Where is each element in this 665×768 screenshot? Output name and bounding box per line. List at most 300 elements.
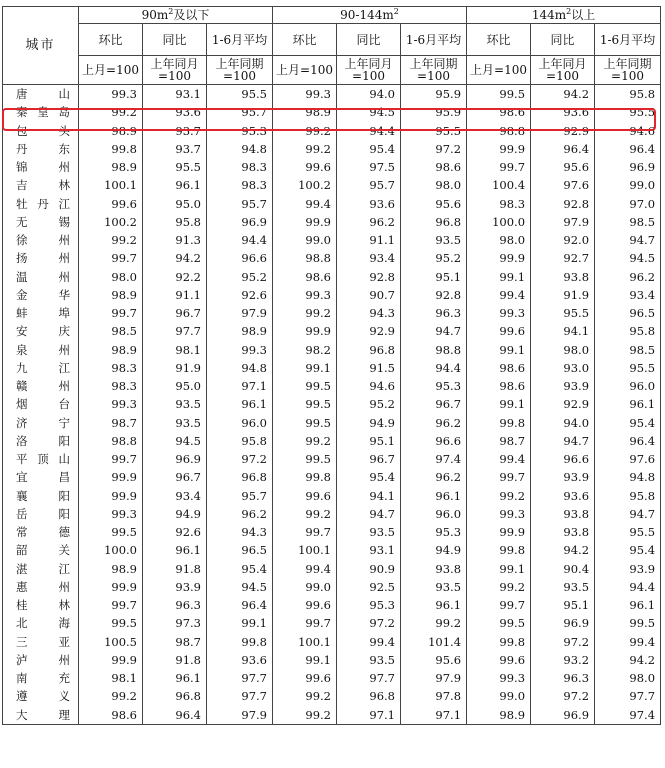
value-cell: 97.1 <box>207 377 273 395</box>
value-cell: 96.4 <box>207 596 273 614</box>
value-cell: 94.0 <box>337 85 401 104</box>
value-cell: 98.8 <box>401 341 467 359</box>
city-cell: 桂林 <box>3 596 79 614</box>
value-cell: 96.7 <box>337 450 401 468</box>
table-row <box>3 614 661 632</box>
table-row <box>3 195 661 213</box>
value-cell: 99.2 <box>79 687 143 705</box>
value-cell: 94.4 <box>401 359 467 377</box>
table-row <box>3 651 661 669</box>
value-cell: 95.5 <box>401 122 467 140</box>
value-cell: 97.3 <box>143 614 207 632</box>
value-cell: 97.2 <box>531 633 595 651</box>
value-cell: 96.1 <box>207 395 273 413</box>
value-cell: 93.6 <box>531 487 595 505</box>
value-cell: 94.1 <box>337 487 401 505</box>
value-cell: 100.0 <box>79 541 143 559</box>
value-cell: 96.1 <box>143 669 207 687</box>
metric-header-g0-m1: 同比 <box>143 24 207 56</box>
city-cell: 金华 <box>3 286 79 304</box>
value-cell: 99.0 <box>273 231 337 249</box>
value-cell: 97.4 <box>595 706 661 725</box>
value-cell: 98.9 <box>79 341 143 359</box>
value-cell: 96.2 <box>337 213 401 231</box>
value-cell: 97.7 <box>143 322 207 340</box>
value-cell: 98.9 <box>207 322 273 340</box>
value-cell: 97.6 <box>595 450 661 468</box>
value-cell: 95.5 <box>595 359 661 377</box>
value-cell: 96.6 <box>207 249 273 267</box>
value-cell: 99.1 <box>467 395 531 413</box>
value-cell: 93.2 <box>531 651 595 669</box>
value-cell: 99.8 <box>467 541 531 559</box>
value-cell: 95.1 <box>337 432 401 450</box>
table-row <box>3 268 661 286</box>
value-cell: 95.7 <box>207 103 273 121</box>
value-cell: 91.8 <box>143 560 207 578</box>
value-cell: 94.4 <box>595 578 661 596</box>
value-cell: 96.1 <box>401 596 467 614</box>
value-cell: 93.1 <box>143 85 207 104</box>
table-row <box>3 359 661 377</box>
value-cell: 91.3 <box>143 231 207 249</box>
value-cell: 98.0 <box>467 231 531 249</box>
value-cell: 94.0 <box>531 414 595 432</box>
value-cell: 93.5 <box>337 523 401 541</box>
value-cell: 98.6 <box>273 268 337 286</box>
value-cell: 93.9 <box>595 560 661 578</box>
value-cell: 98.3 <box>467 195 531 213</box>
value-cell: 99.0 <box>595 176 661 194</box>
value-cell: 95.5 <box>531 304 595 322</box>
city-column-header: 城市 <box>3 7 79 85</box>
value-cell: 98.6 <box>467 377 531 395</box>
value-cell: 95.8 <box>595 322 661 340</box>
value-cell: 91.5 <box>337 359 401 377</box>
value-cell: 95.5 <box>143 158 207 176</box>
value-cell: 96.4 <box>531 140 595 158</box>
value-cell: 97.9 <box>207 706 273 725</box>
value-cell: 98.8 <box>467 122 531 140</box>
value-cell: 99.8 <box>273 468 337 486</box>
value-cell: 94.2 <box>595 651 661 669</box>
base-header-row <box>3 56 661 85</box>
value-cell: 100.4 <box>467 176 531 194</box>
value-cell: 99.9 <box>79 651 143 669</box>
value-cell: 96.6 <box>401 432 467 450</box>
value-cell: 95.0 <box>143 377 207 395</box>
base-header-g2-m1: 上年同月=100 <box>531 56 595 85</box>
table-row <box>3 231 661 249</box>
value-cell: 99.8 <box>467 414 531 432</box>
metric-header-g1-m0: 环比 <box>273 24 337 56</box>
base-header-g2-m0: 上月=100 <box>467 56 531 85</box>
value-cell: 97.1 <box>401 706 467 725</box>
value-cell: 96.1 <box>595 395 661 413</box>
value-cell: 99.1 <box>467 268 531 286</box>
value-cell: 99.3 <box>467 669 531 687</box>
city-cell: 蚌埠 <box>3 304 79 322</box>
value-cell: 99.4 <box>337 633 401 651</box>
value-cell: 96.2 <box>595 268 661 286</box>
value-cell: 99.7 <box>467 468 531 486</box>
value-cell: 95.7 <box>337 176 401 194</box>
value-cell: 95.8 <box>207 432 273 450</box>
value-cell: 98.7 <box>79 414 143 432</box>
city-cell: 岳阳 <box>3 505 79 523</box>
metric-header-g0-m2: 1-6月平均 <box>207 24 273 56</box>
base-header-g2-m2: 上年同期=100 <box>595 56 661 85</box>
value-cell: 94.7 <box>531 432 595 450</box>
value-cell: 95.6 <box>401 195 467 213</box>
table-row <box>3 249 661 267</box>
value-cell: 98.5 <box>595 341 661 359</box>
value-cell: 94.5 <box>207 578 273 596</box>
table-row <box>3 122 661 140</box>
value-cell: 96.1 <box>595 596 661 614</box>
value-cell: 99.2 <box>273 432 337 450</box>
table-row <box>3 687 661 705</box>
table-row <box>3 578 661 596</box>
value-cell: 95.2 <box>337 395 401 413</box>
city-cell: 唐山 <box>3 85 79 104</box>
value-cell: 99.3 <box>207 341 273 359</box>
value-cell: 97.9 <box>401 669 467 687</box>
value-cell: 98.6 <box>467 359 531 377</box>
value-cell: 99.4 <box>273 560 337 578</box>
table-row <box>3 414 661 432</box>
value-cell: 92.8 <box>401 286 467 304</box>
group-header-medium: $90-144m^2$ <box>273 7 467 24</box>
table-row <box>3 468 661 486</box>
city-cell: 济宁 <box>3 414 79 432</box>
value-cell: 96.7 <box>143 304 207 322</box>
city-cell: 常德 <box>3 523 79 541</box>
city-cell: 湛江 <box>3 560 79 578</box>
value-cell: 98.0 <box>531 341 595 359</box>
value-cell: 99.7 <box>79 304 143 322</box>
table-row <box>3 85 661 104</box>
value-cell: 99.6 <box>273 669 337 687</box>
value-cell: 95.5 <box>595 103 661 121</box>
value-cell: 99.2 <box>467 487 531 505</box>
value-cell: 100.2 <box>79 213 143 231</box>
value-cell: 99.6 <box>467 651 531 669</box>
value-cell: 94.7 <box>337 505 401 523</box>
value-cell: 93.9 <box>143 578 207 596</box>
value-cell: 93.5 <box>143 395 207 413</box>
value-cell: 95.1 <box>401 268 467 286</box>
value-cell: 97.2 <box>207 450 273 468</box>
value-cell: 100.5 <box>79 633 143 651</box>
value-cell: 99.9 <box>273 213 337 231</box>
value-cell: 96.7 <box>401 395 467 413</box>
value-cell: 97.7 <box>337 669 401 687</box>
value-cell: 98.9 <box>79 158 143 176</box>
value-cell: 100.0 <box>467 213 531 231</box>
value-cell: 93.6 <box>337 195 401 213</box>
value-cell: 98.5 <box>79 322 143 340</box>
value-cell: 96.5 <box>207 541 273 559</box>
metric-header-g2-m2: 1-6月平均 <box>595 24 661 56</box>
value-cell: 98.0 <box>401 176 467 194</box>
value-cell: 95.8 <box>595 85 661 104</box>
value-cell: 94.2 <box>531 541 595 559</box>
value-cell: 98.5 <box>595 213 661 231</box>
value-cell: 96.8 <box>401 213 467 231</box>
value-cell: 99.9 <box>79 578 143 596</box>
value-cell: 98.7 <box>467 432 531 450</box>
value-cell: 93.8 <box>531 523 595 541</box>
value-cell: 99.1 <box>273 359 337 377</box>
value-cell: 99.0 <box>467 687 531 705</box>
value-cell: 92.0 <box>531 231 595 249</box>
value-cell: 99.7 <box>273 523 337 541</box>
value-cell: 96.7 <box>143 468 207 486</box>
value-cell: 97.2 <box>531 687 595 705</box>
value-cell: 99.6 <box>273 487 337 505</box>
value-cell: 95.8 <box>595 487 661 505</box>
value-cell: 92.6 <box>207 286 273 304</box>
value-cell: 97.9 <box>207 304 273 322</box>
city-cell: 平顶山 <box>3 450 79 468</box>
value-cell: 97.1 <box>337 706 401 725</box>
value-cell: 99.3 <box>79 505 143 523</box>
city-cell: 惠州 <box>3 578 79 596</box>
value-cell: 95.6 <box>531 158 595 176</box>
value-cell: 95.4 <box>595 541 661 559</box>
value-cell: 90.4 <box>531 560 595 578</box>
table-row <box>3 322 661 340</box>
value-cell: 97.4 <box>401 450 467 468</box>
table-row <box>3 633 661 651</box>
value-cell: 95.3 <box>337 596 401 614</box>
base-header-g1-m1: 上年同月=100 <box>337 56 401 85</box>
value-cell: 99.6 <box>273 158 337 176</box>
value-cell: 96.8 <box>337 687 401 705</box>
value-cell: 95.5 <box>207 85 273 104</box>
value-cell: 99.3 <box>273 286 337 304</box>
value-cell: 98.3 <box>79 377 143 395</box>
value-cell: 93.8 <box>531 268 595 286</box>
value-cell: 96.4 <box>595 432 661 450</box>
value-cell: 96.9 <box>531 614 595 632</box>
value-cell: 99.9 <box>467 140 531 158</box>
city-cell: 北海 <box>3 614 79 632</box>
table-row <box>3 560 661 578</box>
table-row <box>3 505 661 523</box>
value-cell: 95.7 <box>207 195 273 213</box>
value-cell: 95.6 <box>401 651 467 669</box>
value-cell: 95.8 <box>143 213 207 231</box>
value-cell: 99.1 <box>467 341 531 359</box>
table-row <box>3 432 661 450</box>
value-cell: 96.8 <box>143 687 207 705</box>
value-cell: 97.7 <box>595 687 661 705</box>
value-cell: 99.1 <box>467 560 531 578</box>
value-cell: 96.6 <box>531 450 595 468</box>
table-row <box>3 596 661 614</box>
value-cell: 94.3 <box>207 523 273 541</box>
value-cell: 98.7 <box>143 633 207 651</box>
value-cell: 92.9 <box>531 395 595 413</box>
value-cell: 100.1 <box>79 176 143 194</box>
value-cell: 96.2 <box>401 468 467 486</box>
city-cell: 襄阳 <box>3 487 79 505</box>
value-cell: 93.5 <box>337 651 401 669</box>
city-cell: 南充 <box>3 669 79 687</box>
city-cell: 吉林 <box>3 176 79 194</box>
value-cell: 98.1 <box>79 669 143 687</box>
value-cell: 94.6 <box>337 377 401 395</box>
value-cell: 93.4 <box>595 286 661 304</box>
value-cell: 90.9 <box>337 560 401 578</box>
value-cell: 98.9 <box>467 706 531 725</box>
value-cell: 99.4 <box>273 195 337 213</box>
value-cell: 93.6 <box>207 651 273 669</box>
value-cell: 93.7 <box>143 140 207 158</box>
value-cell: 95.2 <box>401 249 467 267</box>
value-cell: 95.3 <box>401 377 467 395</box>
value-cell: 93.8 <box>401 560 467 578</box>
value-cell: 96.9 <box>143 450 207 468</box>
value-cell: 98.0 <box>595 669 661 687</box>
table-row <box>3 377 661 395</box>
value-cell: 99.3 <box>79 395 143 413</box>
value-cell: 99.2 <box>273 706 337 725</box>
value-cell: 94.8 <box>207 359 273 377</box>
value-cell: 98.6 <box>79 706 143 725</box>
value-cell: 98.9 <box>273 103 337 121</box>
value-cell: 99.7 <box>79 249 143 267</box>
metric-header-g2-m1: 同比 <box>531 24 595 56</box>
table-row <box>3 213 661 231</box>
value-cell: 95.4 <box>595 414 661 432</box>
value-cell: 92.7 <box>531 249 595 267</box>
value-cell: 94.8 <box>595 468 661 486</box>
metric-header-g0-m0: 环比 <box>79 24 143 56</box>
value-cell: 96.1 <box>143 176 207 194</box>
value-cell: 98.2 <box>273 341 337 359</box>
value-cell: 95.2 <box>207 268 273 286</box>
value-cell: 99.5 <box>79 523 143 541</box>
value-cell: 97.0 <box>595 195 661 213</box>
value-cell: 99.2 <box>273 304 337 322</box>
value-cell: 93.7 <box>143 122 207 140</box>
value-cell: 97.7 <box>207 669 273 687</box>
value-cell: 100.1 <box>273 633 337 651</box>
value-cell: 101.4 <box>401 633 467 651</box>
value-cell: 99.7 <box>79 450 143 468</box>
value-cell: 96.9 <box>531 706 595 725</box>
value-cell: 93.8 <box>531 505 595 523</box>
table-row <box>3 706 661 725</box>
value-cell: 93.9 <box>531 468 595 486</box>
value-cell: 96.0 <box>207 414 273 432</box>
table-row <box>3 523 661 541</box>
table-row <box>3 140 661 158</box>
value-cell: 94.4 <box>207 231 273 249</box>
price-index-table-container <box>2 6 660 725</box>
city-cell: 九江 <box>3 359 79 377</box>
value-cell: 94.5 <box>337 103 401 121</box>
value-cell: 91.8 <box>143 651 207 669</box>
value-cell: 92.5 <box>337 578 401 596</box>
value-cell: 91.9 <box>143 359 207 377</box>
city-cell: 泉州 <box>3 341 79 359</box>
value-cell: 93.5 <box>401 578 467 596</box>
value-cell: 94.9 <box>337 414 401 432</box>
value-cell: 99.2 <box>273 687 337 705</box>
city-cell: 洛阳 <box>3 432 79 450</box>
value-cell: 99.6 <box>467 322 531 340</box>
value-cell: 98.8 <box>273 249 337 267</box>
value-cell: 97.2 <box>401 140 467 158</box>
value-cell: 93.9 <box>531 377 595 395</box>
city-cell: 安庆 <box>3 322 79 340</box>
value-cell: 95.5 <box>595 523 661 541</box>
value-cell: 98.8 <box>79 432 143 450</box>
value-cell: 96.8 <box>337 341 401 359</box>
value-cell: 92.9 <box>531 122 595 140</box>
table-row <box>3 669 661 687</box>
city-cell: 扬州 <box>3 249 79 267</box>
value-cell: 96.9 <box>595 158 661 176</box>
value-cell: 98.9 <box>79 560 143 578</box>
value-cell: 98.9 <box>79 286 143 304</box>
value-cell: 99.5 <box>467 85 531 104</box>
value-cell: 99.2 <box>273 122 337 140</box>
base-header-g0-m2: 上年同期=100 <box>207 56 273 85</box>
value-cell: 93.4 <box>337 249 401 267</box>
value-cell: 99.3 <box>79 85 143 104</box>
value-cell: 94.3 <box>337 304 401 322</box>
city-cell: 牡丹江 <box>3 195 79 213</box>
value-cell: 90.7 <box>337 286 401 304</box>
value-cell: 99.5 <box>273 414 337 432</box>
value-cell: 97.7 <box>207 687 273 705</box>
value-cell: 95.3 <box>207 122 273 140</box>
table-row <box>3 450 661 468</box>
value-cell: 96.1 <box>401 487 467 505</box>
value-cell: 97.9 <box>531 213 595 231</box>
value-cell: 99.5 <box>595 614 661 632</box>
value-cell: 94.9 <box>143 505 207 523</box>
value-cell: 99.0 <box>273 578 337 596</box>
city-cell: 烟台 <box>3 395 79 413</box>
value-cell: 96.3 <box>143 596 207 614</box>
value-cell: 92.8 <box>531 195 595 213</box>
value-cell: 99.7 <box>467 596 531 614</box>
value-cell: 100.2 <box>273 176 337 194</box>
value-cell: 95.7 <box>207 487 273 505</box>
value-cell: 99.3 <box>467 304 531 322</box>
value-cell: 94.4 <box>337 122 401 140</box>
city-cell: 无锡 <box>3 213 79 231</box>
value-cell: 95.4 <box>337 140 401 158</box>
value-cell: 98.3 <box>207 176 273 194</box>
table-row <box>3 286 661 304</box>
city-cell: 遵义 <box>3 687 79 705</box>
value-cell: 96.4 <box>143 706 207 725</box>
value-cell: 96.9 <box>207 213 273 231</box>
base-header-g0-m0: 上月=100 <box>79 56 143 85</box>
value-cell: 97.2 <box>337 614 401 632</box>
table-row <box>3 541 661 559</box>
value-cell: 99.9 <box>79 468 143 486</box>
value-cell: 99.5 <box>273 377 337 395</box>
value-cell: 96.3 <box>531 669 595 687</box>
